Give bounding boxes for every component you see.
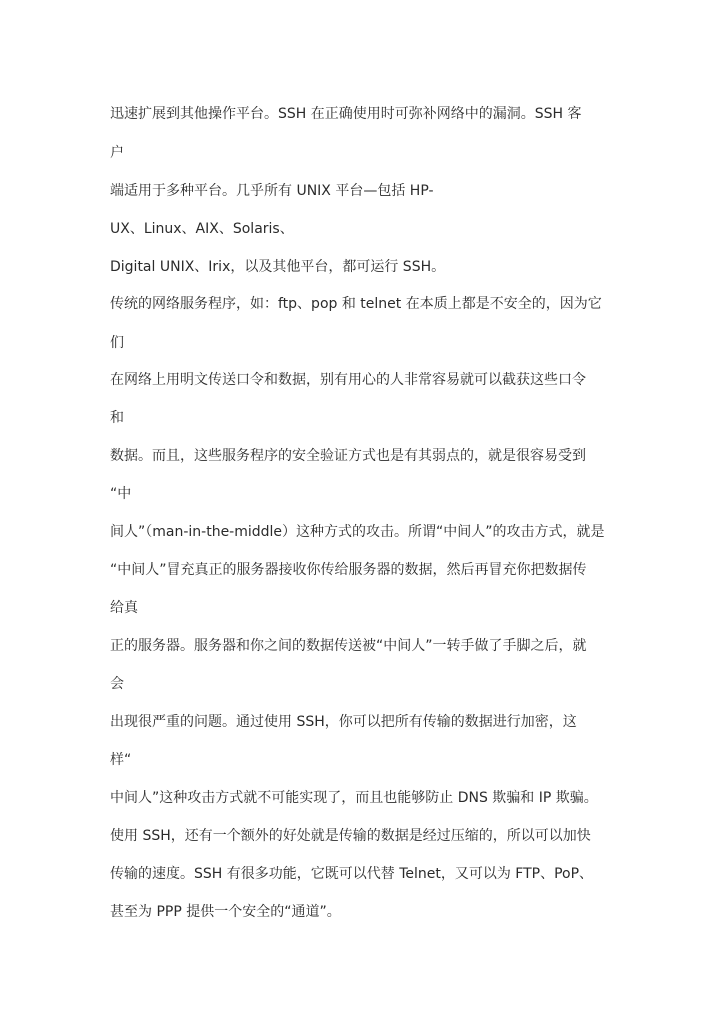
text-line: 们 <box>110 335 124 351</box>
text-line: “中 <box>110 486 132 502</box>
text-line: 使用 SSH，还有一个额外的好处就是传输的数据是经过压缩的，所以可以加快 <box>110 828 591 844</box>
text-line: 正的服务器。服务器和你之间的数据传送被“中间人”一转手做了手脚之后，就 <box>110 638 587 654</box>
text-line: “中间人”冒充真正的服务器接收你传给服务器的数据，然后再冒充你把数据传 <box>110 562 587 578</box>
text-line: 会 <box>110 676 124 692</box>
text-line: 间人”（man-in-the-middle）这种方式的攻击。所谓“中间人”的攻击方式，就是 <box>110 524 605 540</box>
text-line: 给真 <box>110 600 138 616</box>
text-line: 端适用于多种平台。几乎所有 UNIX 平台—包括 HP- <box>110 183 434 199</box>
text-line: Digital UNIX、Irix，以及其他平台，都可运行 SSH。 <box>110 259 446 275</box>
text-line: 传输的速度。SSH 有很多功能，它既可以代替 Telnet，又可以为 FTP、PoP、 <box>110 866 594 882</box>
text-line: 传统的网络服务程序，如：ftp、pop 和 telnet 在本质上都是不安全的，因为它 <box>110 296 602 312</box>
text-line: 迅速扩展到其他操作平台。SSH 在正确使用时可弥补网络中的漏洞。SSH 客 <box>110 106 582 122</box>
text-line: 在网络上用明文传送口令和数据，别有用心的人非常容易就可以截获这些口令 <box>110 372 586 388</box>
text-line: 甚至为 PPP 提供一个安全的“通道”。 <box>110 904 341 920</box>
text-line: UX、Linux、AIX、Solaris、 <box>110 221 294 237</box>
text-line: 出现很严重的问题。通过使用 SSH，你可以把所有传输的数据进行加密，这 <box>110 714 577 730</box>
text-line: 户 <box>110 145 124 161</box>
text-line: 样“ <box>110 752 132 768</box>
text-line: 中间人”这种攻击方式就不可能实现了，而且也能够防止 DNS 欺骗和 IP 欺骗。 <box>110 790 598 806</box>
text-line: 和 <box>110 410 124 426</box>
text-line: 数据。而且，这些服务程序的安全验证方式也是有其弱点的，就是很容易受到 <box>110 448 586 464</box>
